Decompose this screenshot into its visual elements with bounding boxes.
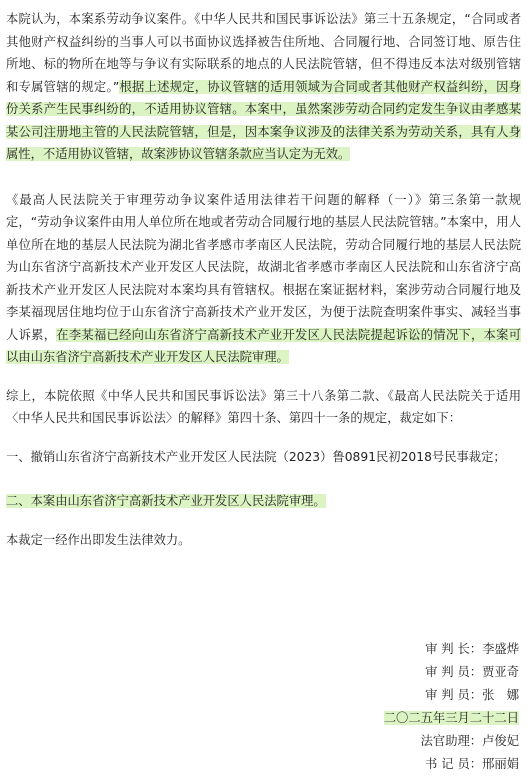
judgment-date-text: 二〇二五年三月二十二日 (383, 711, 519, 725)
signature-role: 审 判 长： (425, 642, 483, 656)
signature-clerk (425, 753, 519, 776)
signature-chief-judge (425, 638, 519, 661)
signature-role: 法官助理： (420, 734, 483, 748)
legal-basis-paragraph: 综上，本院依照《中华人民共和国民事诉讼法》第三十八条第二款、《最高人民法院关于适用〈中华人民共和国民事诉讼法〉的解释》第四十条、第四十一条的规定，裁定如下： (6, 388, 521, 425)
reasoning-1-highlight: 根据上述规定，协议管辖的适用领域为合同或者其他财产权益纠纷，因身份关系产生民事纠纷的，不适用协议管辖。本案中，虽然案涉劳动合同约定发生争议由孝感某某公司注册地主管的人民法院管辖，但是，因本案争议涉及的法律关系为劳动关系，具有人身属性，不适用协议管辖，故案涉协议管辖条款应当认定为无效。 (6, 79, 521, 161)
reasoning-2-highlight: 在李某福已经向山东省济宁高新技术产业开发区人民法院提起诉讼的情况下，本案可以由山东省济宁高新技术产业开发区人民法院审理。 (6, 327, 521, 364)
signature-role: 审 判 员： (425, 688, 483, 702)
reasoning-1-text: 本院认为，本案系劳动争议案件。《中华人民共和国民事诉讼法》第三十五条规定，“合同或者其他财产权益纠纷的当事人可以书面协议选择被告住所地、合同履行地、合同签订地、原告住所地、标的物所在地等与争议有实际联系的地点的人民法院管辖，但不得违反本法对级别管辖和专属管辖的规定。” (6, 12, 521, 94)
ruling-item-2-highlight: 二、本案由山东省济宁高新技术产业开发区人民法院审理。 (6, 494, 326, 508)
ruling-item-2 (6, 490, 521, 513)
signature-name: 邢丽娟 (482, 757, 519, 771)
judgment-date (384, 707, 519, 730)
reasoning-2-text: 《最高人民法院关于审理劳动争议案件适用法律若干问题的解释（一）》第三条第一款规定，“劳动争议案件由用人单位所在地或者劳动合同履行地的基层人民法院管辖。”本案中，用人单位所在地的基层人民法院为湖北省孝感市孝南区人民法院，劳动合同履行地的基层人民法院为山东省济宁高新技术产业开发区人民法院，故湖北省孝感市孝南区人民法院和山东省济宁高新技术产业开发区人民法院对本案均具有管辖权。根据在案证据材料，案涉劳动合同履行地及李某福现居住地均位于山东省济宁高新技术产业开发区，为便于法院查明案件事实、减轻当事人诉累， (6, 192, 521, 342)
signature-assistant (421, 730, 519, 753)
signature-name: 卢俊妃 (482, 734, 519, 748)
effect-statement: 本裁定一经作出即发生法律效力。 (6, 532, 191, 547)
signature-role: 书 记 员： (425, 757, 483, 771)
reasoning-paragraph-1 (6, 8, 521, 166)
signature-judge-1 (425, 661, 519, 684)
signature-name: 贾亚奇 (482, 665, 519, 679)
signature-judge-2 (425, 684, 519, 707)
reasoning-paragraph-2 (6, 189, 521, 369)
ruling-item-1: 一、撤销山东省济宁高新技术产业开发区人民法院（2023）鲁0891民初2018号民事裁定； (6, 449, 506, 464)
signature-role: 审 判 员： (425, 665, 483, 679)
signature-name: 李盛烨 (482, 642, 519, 656)
signature-name: 张 娜 (482, 688, 519, 702)
